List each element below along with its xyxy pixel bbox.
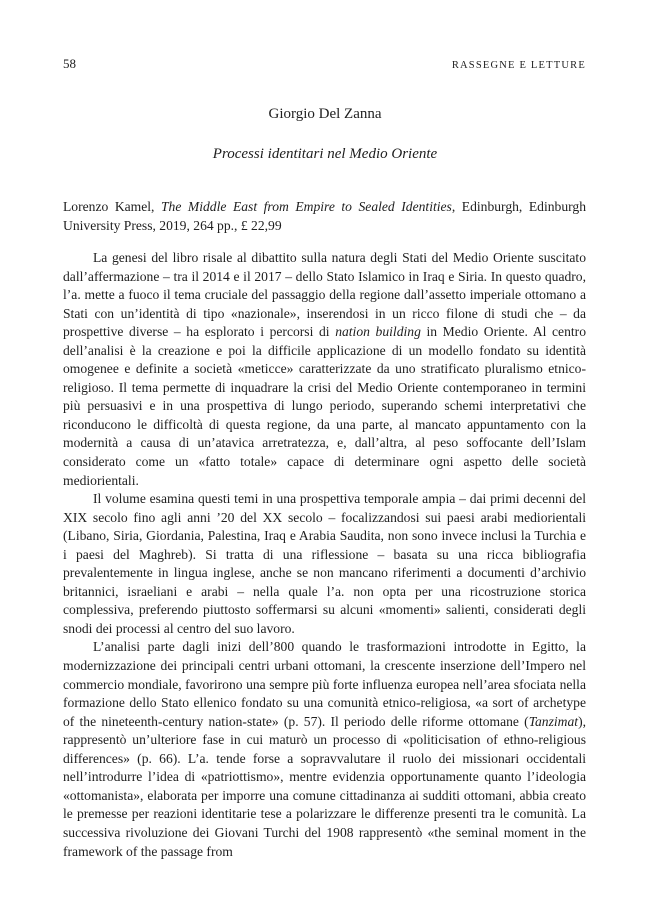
review-body [63, 249, 586, 861]
emphasis: Tanzimat [528, 713, 579, 729]
paragraph-text: Il volume esamina questi temi in una prospettiva temporale ampia – dai primi decenni del XIX secolo fino agli anni ’20 del XX secolo – focalizzandosi sui paesi arabi mediorientali (Libano, Siria, Giordania, Palestina, Iraq e Arabia Saudita, non sono invece inclusi la Turchia e i paesi del Maghreb). Si tratta di una riflessione – basata su una ricca bibliografia prevalentemente in lingua inglese, anche se non mancano riferimenti a documenti d’archivio britannici, israeliani e arabi – nella quale l’a. non opta per una ricostruzione storica complessiva, preferendo piuttosto soffermarsi su alcuni «momenti» salienti, considerati degli snodi dei processi al centro del suo lavoro. [63, 491, 586, 636]
running-header [63, 56, 586, 72]
paragraph-text: in Medio Oriente. Al centro dell’analisi è la creazione e poi la difficile applicazione di un modello fondato su identità omogenee e definite a società «meticce» caratterizzate da uno stratificato pluralismo etnico-religioso. Il tema permette di inquadrare la crisi del Medio Oriente contemporaneo in termini più persuasivi e in una prospettiva di lungo periodo, superando schemi interpretativi che riconducono le difficoltà di questa regione, da una parte, al mancato appuntamento con la modernità a causa di un’atavica arretratezza, e, dall’altra, al peso soffocante dell’Islam considerato come un «fatto totale» capace di determinare ogni aspetto delle società mediorientali. [63, 324, 586, 488]
paragraph [63, 249, 586, 490]
book-author: Lorenzo Kamel, [63, 199, 161, 214]
paragraph-text: ), rappresentò un’ulteriore fase in cui maturò un processo di «politicisation of ethno-religious differences» (p. 66). L’a. tende forse a sopravvalutare il ruolo dei missionari occidentali nell’introdurre l’idea di «patriottismo», mentre evidenzia opportunamente quanto l’ideologia «ottomanista», elaborata per imporre una comune cittadinanza ai sudditi ottomani, abbia creato le premesse per reazioni identitarie tese a polarizzare le differenze presenti tra le comunità. La successiva rivoluzione dei Giovani Turchi del 1908 rappresentò «the seminal moment in the framework of the passage from [63, 713, 586, 859]
page-number: 58 [63, 56, 76, 71]
paragraph [63, 638, 586, 861]
section-name: RASSEGNE E LETTURE [451, 60, 586, 71]
book-publisher-info: , Edinburgh, Edinburgh University Press, 2019, 264 pp., £ 22,99 [63, 199, 586, 233]
paragraph [63, 490, 586, 638]
review-author: Giorgio Del Zanna [268, 106, 382, 122]
book-title: The Middle East from Empire to Sealed Identities [160, 199, 452, 214]
emphasis: nation building [335, 324, 421, 340]
paragraph-text: La genesi del libro risale al dibattito sulla natura degli Stati del Medio Oriente suscitato dall’affermazione – tra il 2014 e il 2017 – dello Stato Islamico in Iraq e Siria. In questo quadro, l’a. mette a fuoco il tema cruciale del passaggio della regione dall’assetto imperiale ottomano a Stati con un’identità di tipo «nazionale», inserendosi in un ricco filone di studi che – da prospettive diverse – ha esplorato i percorsi di [63, 250, 586, 340]
book-citation [63, 197, 586, 235]
paragraph-text: L’analisi parte dagli inizi dell’800 quando le trasformazioni introdotte in Egitto, la modernizzazione dei principali centri urbani ottomani, la crescente inserzione dell’Impero nel commercio mondiale, favorirono una sempre più forte influenza europea nell’area sfociata nella formazione dello Stato ellenico fondato su una comunità etnico-religiosa, «a sort of archetype of the nineteenth-century nation-state» (p. 57). Il periodo delle riforme ottomane ( [63, 639, 586, 729]
review-title: Processi identitari nel Medio Oriente [212, 146, 438, 162]
